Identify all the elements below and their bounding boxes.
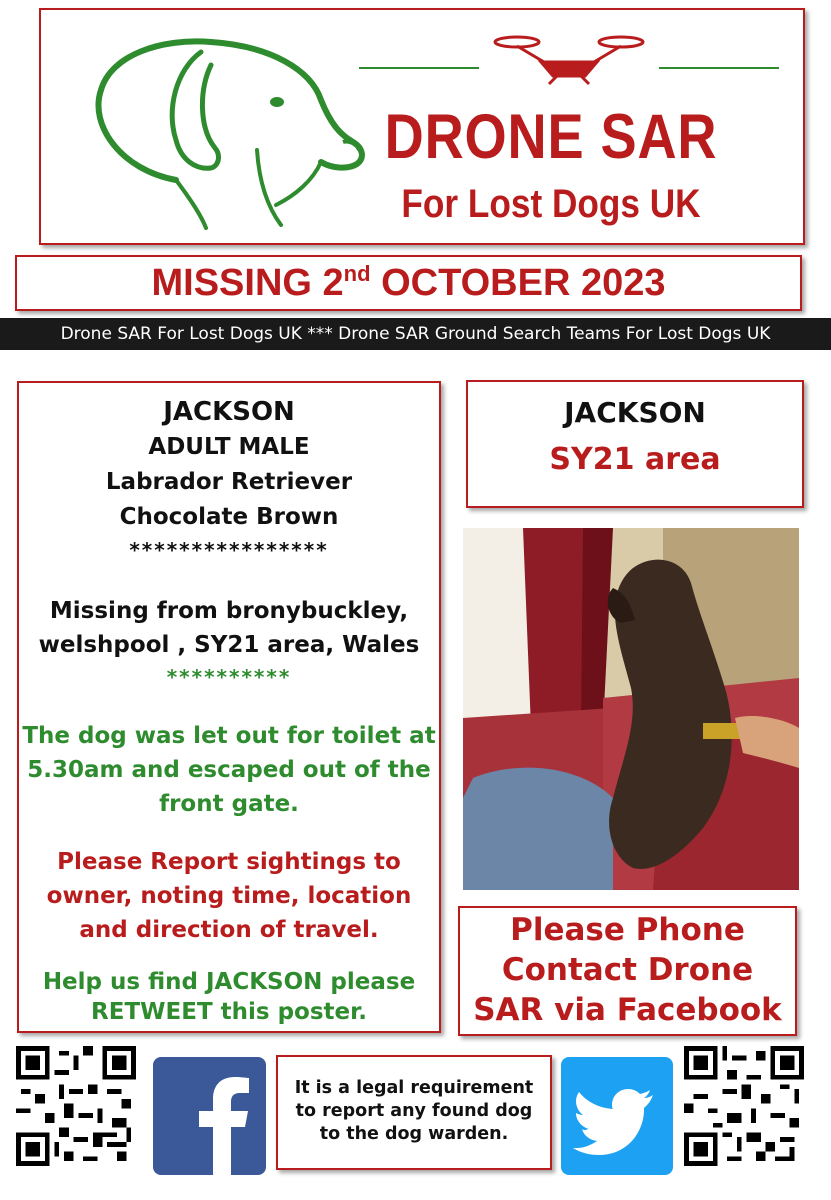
- contact-instructions-box: [458, 906, 797, 1036]
- report-line-3: and direction of travel.: [79, 917, 379, 943]
- date-ordinal: nd: [343, 261, 371, 286]
- separator-stars: ****************: [129, 538, 329, 562]
- story-line-2: 5.30am and escaped out of the: [27, 757, 431, 783]
- report-line-2: owner, noting time, location: [46, 883, 412, 909]
- legal-notice-box: [276, 1055, 552, 1170]
- story-line-3: front gate.: [159, 791, 299, 817]
- missing-date-banner: [15, 255, 802, 311]
- dog-name-area-box: [466, 380, 804, 508]
- brand-subtitle: For Lost Dogs UK: [401, 182, 701, 226]
- qr-code-right: [684, 1046, 804, 1166]
- legal-line-2: to report any found dog: [295, 1101, 533, 1121]
- location-line-1: Missing from bronybuckley,: [49, 598, 409, 624]
- dog-name: JACKSON: [163, 397, 295, 427]
- twitter-icon: [561, 1057, 673, 1175]
- organisation-strip: Drone SAR For Lost Dogs UK *** Drone SAR Ground Search Teams For Lost Dogs UK: [0, 318, 831, 350]
- dog-details-panel: [17, 381, 441, 1033]
- missing-suffix: OCTOBER 2023: [370, 262, 666, 304]
- dog-sex: ADULT MALE: [148, 434, 310, 460]
- phone-line-2: Contact Drone: [501, 952, 754, 988]
- phone-line-3: SAR via Facebook: [473, 992, 782, 1028]
- dog-name-label: JACKSON: [564, 396, 706, 429]
- legal-line-1: It is a legal requirement: [294, 1078, 534, 1098]
- dog-photo: [463, 528, 799, 890]
- missing-prefix: MISSING 2: [151, 262, 344, 304]
- dog-head-logo: [81, 30, 371, 230]
- help-line-2: RETWEET this poster.: [91, 999, 367, 1025]
- qr-code-left: [16, 1046, 136, 1166]
- facebook-icon: [153, 1057, 266, 1175]
- dog-area-label: SY21 area: [549, 442, 721, 477]
- separator-stars-green: **********: [166, 665, 292, 689]
- phone-line-1: Please Phone: [510, 912, 745, 948]
- dog-colour: Chocolate Brown: [119, 504, 339, 530]
- legal-line-3: to the dog warden.: [319, 1124, 509, 1144]
- location-line-2: welshpool , SY21 area, Wales: [38, 632, 420, 658]
- dog-breed: Labrador Retriever: [105, 469, 353, 495]
- brand-title: DRONE SAR: [384, 102, 718, 172]
- header-logo-panel: [39, 8, 805, 245]
- report-line-1: Please Report sightings to: [57, 849, 401, 875]
- story-line-1: The dog was let out for toilet at: [22, 723, 436, 749]
- help-line-1: Help us find JACKSON please: [42, 969, 416, 995]
- drone-icon: [359, 24, 779, 86]
